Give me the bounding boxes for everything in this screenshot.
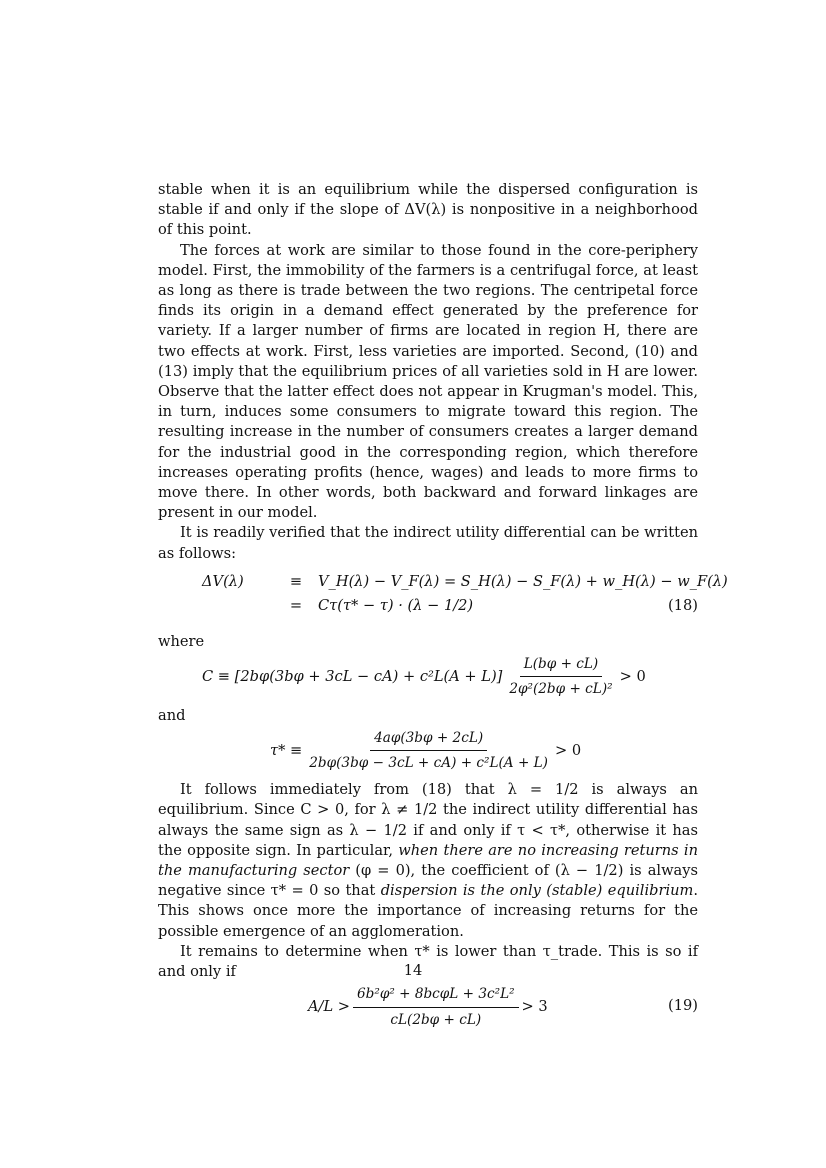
page-number: 14 xyxy=(403,962,423,979)
where-label: where xyxy=(158,632,205,650)
body-text xyxy=(158,180,728,1036)
equation-number-18: (18) xyxy=(668,596,698,614)
paragraph-4: It follows immediately from (18) that λ = 1/2 is always an equilibrium. Since C > 0, for λ ≠ 1/2 the indirect utility differential has always the same sign as λ − 1/2 if and only if τ < τ*, otherwise it has the opposite sign. In particular, when there are no increasing returns in the manufacturing sector (φ = 0), the coefficient of (λ − 1/2) is always negative since τ* = 0 so that dispersion is the only (stable) equilibrium. This shows once more the importance of increasing returns for the possible emergence of an agglomeration. xyxy=(158,781,698,940)
equation-18 xyxy=(158,568,728,626)
equation-C: C ≡ [2bφ(3bφ + 3cL − cA) + c²L(A + L)] $\frac{L(b\varphi + cL)}{\text{2φ²(2bφ + cL)²}}$ > 0 xyxy=(158,654,698,700)
equation-tau-star: τ* ≡ $\frac{4a\varphi(3b\varphi + 2cL)}{\text{2bφ(3bφ − 3cL + cA) + c²L(A + L)}}$ > 0 xyxy=(158,728,698,774)
equation-19: A/L > $\frac{\text{6b²φ² + 8bcφL + 3c²L²}}{cL(2b\varphi + cL)}$ > 3 (19) xyxy=(158,984,698,1030)
equation-18-line-1: ΔV(λ) ≡ V_H(λ) − V_F(λ) = S_H(λ) − S_F(λ) + w_H(λ) − w_F(λ) xyxy=(202,572,728,590)
fraction-19: $\frac{\text{6b²φ² + 8bcφL + 3c²L²}}{cL(2b\varphi + cL)}$ xyxy=(353,984,519,1029)
equation-18-line-2: = Cτ(τ* − τ) · (λ − 1/2) xyxy=(289,596,474,614)
fraction-tau-star: $\frac{4a\varphi(3b\varphi + 2cL)}{\text{2bφ(3bφ − 3cL + cA) + c²L(A + L)}}$ xyxy=(309,730,548,772)
paragraph-1: stable when it is an equilibrium while the dispersed configuration is stable if and only if the slope of ΔV(λ) is nonpositive in a neighborhood of this point. xyxy=(158,181,698,239)
and-label: and xyxy=(158,707,186,725)
paragraph-5: It remains to determine when τ* is lower than τ_trade. This is so if and only if xyxy=(158,942,698,981)
fraction-C: $\frac{L(b\varphi + cL)}{\text{2φ²(2bφ + cL)²}}$ xyxy=(509,656,613,698)
paragraph-2: The forces at work are similar to those found in the core-periphery model. First, the immobility of the farmers is a centrifugal force, at least as long as there is trade between the two regions. The centripetal force finds its origin in a demand effect generated by the preference for variety. If a larger number of firms are located in region H, there are two effects at work. First, less varieties are imported. Second, (10) and (13) imply that the equilibrium prices of all varieties sold in H are lower. Observe that the latter effect does not appear in Krugman's model. This, in turn, induces some consumers to migrate toward this region. The resulting increase in the number of consumers creates a larger demand for the industrial good in the corresponding region, which therefore increases operating profits (hence, wages) and leads to more firms to move there. In other words, both backward and forward linkages are present in our model. xyxy=(158,241,698,522)
equation-number-19: (19) xyxy=(668,997,698,1015)
paragraph-3: It is readily verified that the indirect utility differential can be written as follows: xyxy=(158,524,698,562)
